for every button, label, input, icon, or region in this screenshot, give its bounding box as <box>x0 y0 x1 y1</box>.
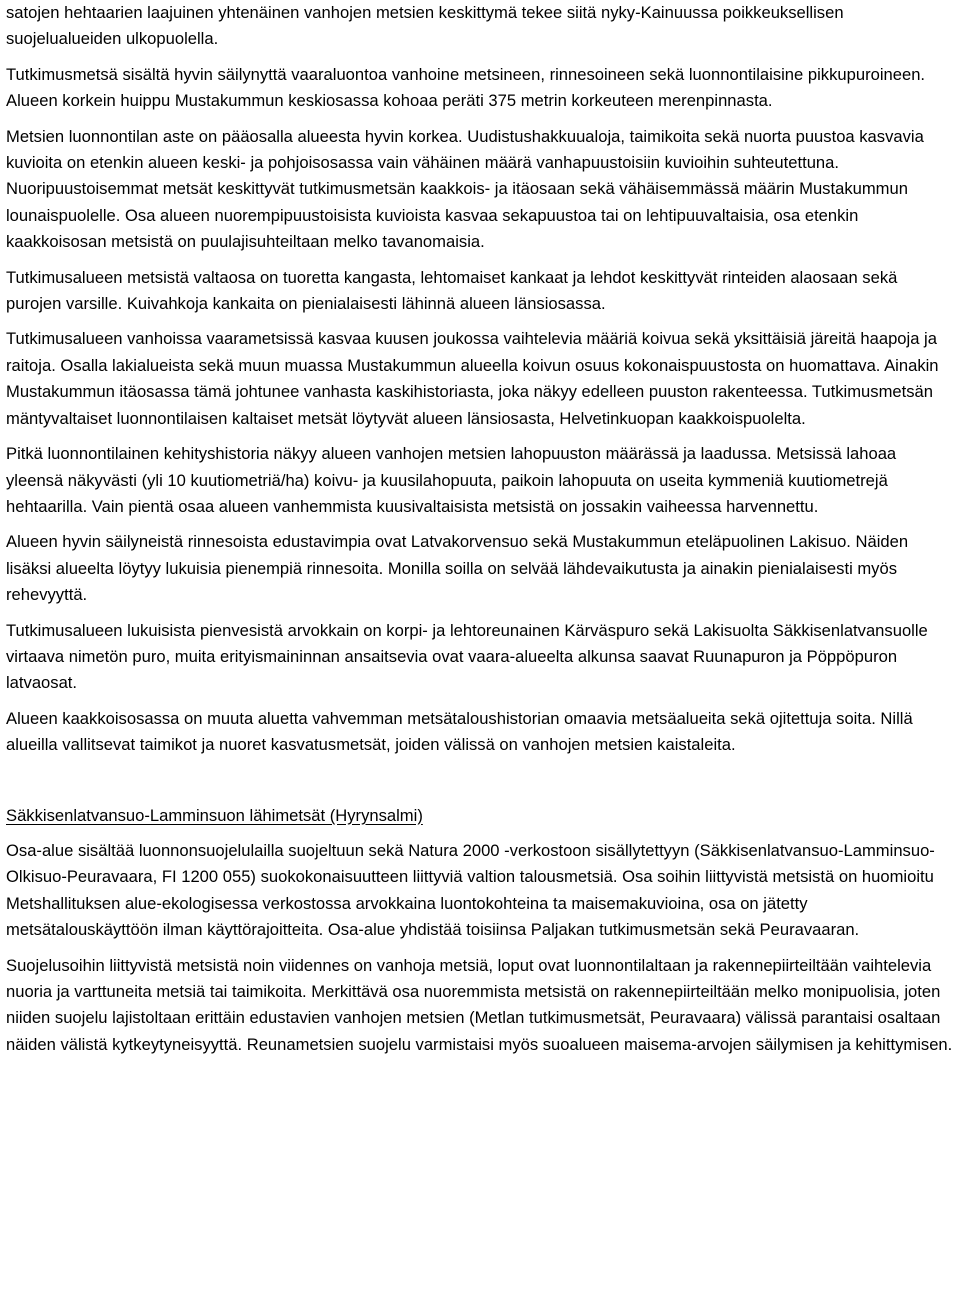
paragraph: Tutkimusalueen vanhoissa vaarametsissä kasvaa kuusen joukossa vaihtelevia määriä koivua sekä yksittäisiä järeitä haapoja ja raitoja. Osalla lakialueista sekä muun muassa Mustakummun alueella koivun osuus kokonaispuustosta on huomattava. Ainakin Mustakummun itäosassa tämä johtunee vanhasta kaskihistoriasta, joka näkyy edelleen puuston rakenteessa. Tutkimusmetsän mäntyvaltaiset luonnontilaisen kaltaiset metsät löytyvät alueen länsiosasta, Helvetinkuopan kaakkoispuolelta. <box>6 329 939 428</box>
section-heading-text: Säkkisenlatvansuo-Lamminsuon lähimetsät (Hyrynsalmi) <box>6 805 423 825</box>
paragraph: satojen hehtaarien laajuinen yhtenäinen vanhojen metsien keskittymä tekee siitä nyky-Kainuussa poikkeuksellisen suojelualueiden ulkopuolella. <box>6 3 844 49</box>
section-heading <box>6 803 956 829</box>
paragraph: Tutkimusalueen lukuisista pienvesistä arvokkain on korpi- ja lehtoreunainen Kärväspuro sekä Lakisuolta Säkkisenlatvansuolle virtaava nimetön puro, muita erityismaininnan ansaitsevia ovat vaara-alueelta alkunsa saavat Ruunapuron ja Pöppöpuron latvaosat. <box>6 620 928 693</box>
paragraph: Metsien luonnontilan aste on pääosalla alueesta hyvin korkea. Uudistushakkuualoja, taimikoita sekä nuorta puustoa kasvavia kuvioita on etenkin alueen keski- ja pohjoisosassa vain vähäinen määrä vanhapuustoisiin kuvioihin suhteutettuna. Nuoripuustoisemmat metsät keskittyvät tutkimusmetsän kaakkois- ja itäosaan sekä vähäisemmässä määrin Mustakummun lounaispuolelle. Osa alueen nuorempipuustoisista kuvioista kasvaa sekapuustoa tai on lehtipuuvaltaisia, osa etenkin kaakkoisosan metsistä on puulajisuhteiltaan melko tavanomaisia. <box>6 126 924 252</box>
paragraph: Tutkimusmetsä sisältä hyvin säilynyttä vaaraluontoa vanhoine metsineen, rinnesoineen sekä luonnontilaisine pikkupuroineen. Alueen korkein huippu Mustakummun keskiosassa kohoaa peräti 375 metrin korkeuteen merenpinnasta. <box>6 64 926 111</box>
paragraph: Tutkimusalueen metsistä valtaosa on tuoretta kangasta, lehtomaiset kankaat ja lehdot keskittyvät rinteiden alaosaan sekä purojen varsille. Kuivahkoja kankaita on pienialaisesti lähinnä alueen länsiosassa. <box>6 267 898 314</box>
paragraph: Osa-alue sisältää luonnonsuojelulailla suojeltuun sekä Natura 2000 -verkostoon sisällytettyyn (Säkkisenlatvansuo-Lamminsuo-Olkisuo-Peuravaara, FI 1200 055) suokokonaisuutteen liittyviä valtion talousmetsiä. Osa soihin liittyvistä metsistä on huomioitu Metshallituksen alue-ekologisessa verkostossa arvokkaina luontokohteina ta maisemakuvioina, osa on jätetty metsätalouskäyttöön ilman käyttörajoitteita. Osa-alue yhdistää toisiinsa Paljakan tutkimusmetsän sekä Peuravaaran. <box>6 840 935 940</box>
paragraph: Alueen hyvin säilyneistä rinnesoista edustavimpia ovat Latvakorvensuo sekä Mustakummun eteläpuolinen Lakisuo. Näiden lisäksi alueelta löytyy lukuisia pienempiä rinnesoita. Monilla soilla on selvää lähdevaikutusta ja ainakin pienialaisesti myös rehevyyttä. <box>6 532 909 605</box>
section-spacer <box>6 768 956 803</box>
document-page <box>6 0 956 1067</box>
paragraph: Alueen kaakkoisosassa on muuta aluetta vahvemman metsätaloushistorian omaavia metsäalueita sekä ojitettuja soita. Nillä alueilla vallitsevat taimikot ja nuoret kasvatusmetsät, joiden välissä on vanhojen metsien kaistaleita. <box>6 708 913 755</box>
paragraph: Suojelusoihin liittyvistä metsistä noin viidennes on vanhoja metsiä, loput ovat luonnontilaltaan ja rakennepiirteiltään vaihtelevia nuoria ja varttuneita metsiä tai taimikoita. Merkittävä osa nuoremmista metsistä on rakennepiirteiltään melko monipuolisia, joten niiden suojelu lajistoltaan erittäin edustavien vanhojen metsien (Metlan tutkimusmetsät, Peuravaara) välissä parantaisi osaltaan näiden välistä kytkeytyneisyyttä. Reunametsien suojelu varmistaisi myös suoalueen maisema-arvojen säilymisen ja kehittymisen. <box>6 955 953 1054</box>
paragraph: Pitkä luonnontilainen kehityshistoria näkyy alueen vanhojen metsien lahopuuston määrässä ja laadussa. Metsissä lahoaa yleensä näkyvästi (yli 10 kuutiometriä/ha) koivu- ja kuusilahopuuta, paikoin lahopuuta on useita kymmeniä kuutiometrejä hehtaarilla. Vain pientä osaa alueen vanhemmista kuusivaltaisista metsistä on jossakin vaiheessa harvennettu. <box>6 444 897 516</box>
